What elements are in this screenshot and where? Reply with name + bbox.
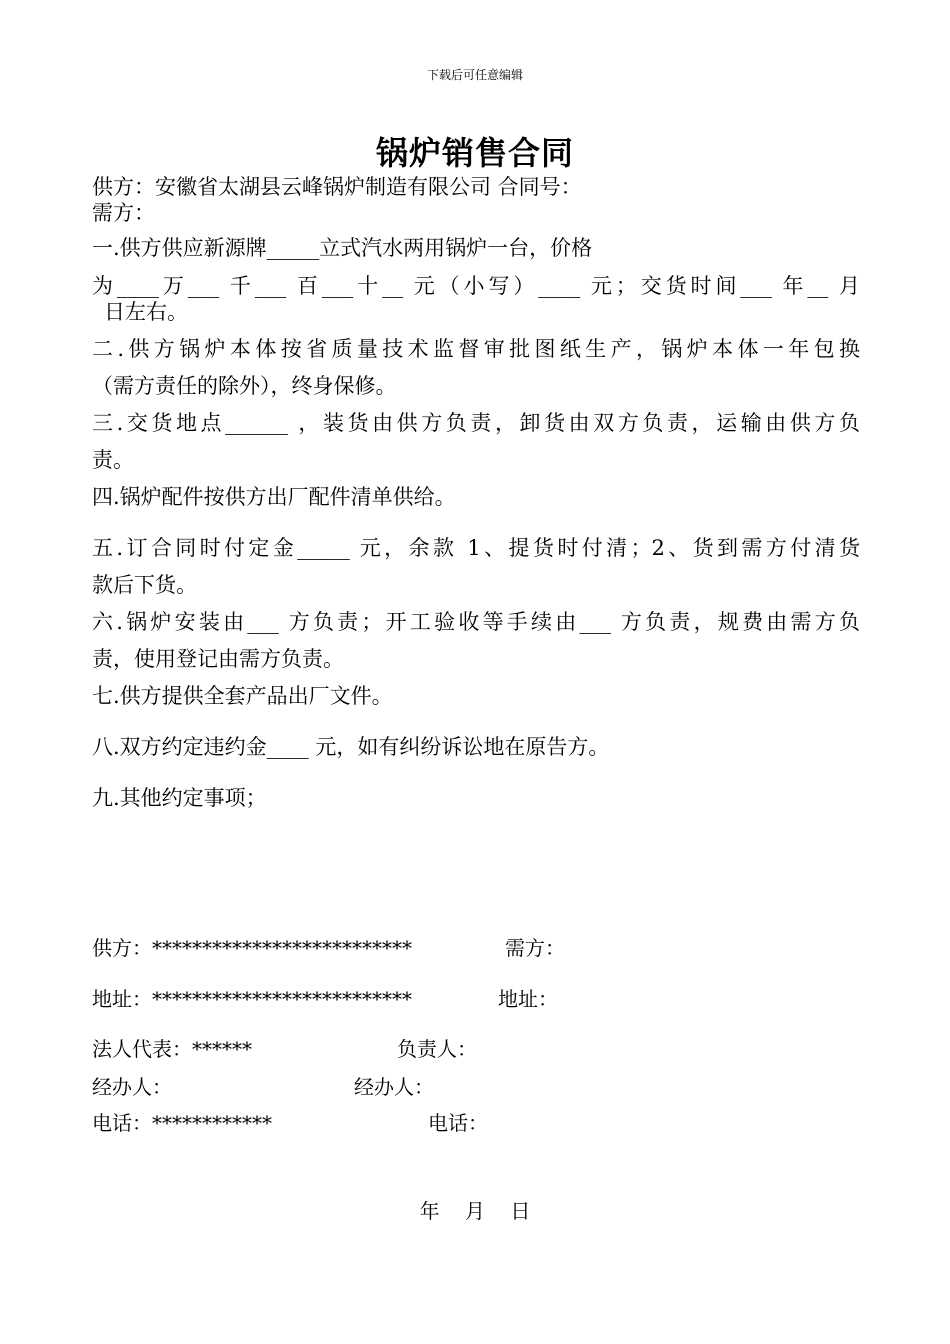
buyer-line: 需方：	[92, 201, 155, 225]
signing-date: 年 月 日	[419, 1199, 531, 1223]
supplier-address: 地址：**************************	[92, 987, 412, 1011]
handler-left: 经办人：	[92, 1075, 172, 1099]
clause-5-line-1: 五.订合同时付定金_____ 元，余款 1、提货时付清；2、货到需方付清货	[92, 536, 860, 560]
clause-2-line-2: （需方责任的除外），终身保修。	[92, 374, 397, 398]
clause-8: 八.双方约定违约金____ 元，如有纠纷诉讼地在原告方。	[92, 735, 610, 759]
clause-2-line-1: 二.供方锅炉本体按省质量技术监督审批图纸生产，锅炉本体一年包换	[92, 337, 860, 361]
supplier-line: 供方：安徽省太湖县云峰锅炉制造有限公司 合同号：	[92, 175, 582, 199]
clause-1-line-3: 日左右。	[104, 300, 188, 324]
clause-3-line-2: 责。	[92, 448, 134, 472]
clause-1-line-2: 为____万___ 千___ 百___十__ 元（小写）____ 元；交货时间___ 年__ 月	[92, 274, 860, 298]
contract-title: 锅炉销售合同	[375, 134, 574, 172]
clause-5-line-2: 款后下货。	[92, 573, 197, 597]
clause-4: 四.锅炉配件按供方出厂配件清单供给。	[92, 485, 456, 509]
person-in-charge: 负责人：	[397, 1037, 477, 1061]
phone-left: 电话：************	[92, 1111, 272, 1135]
clause-6-line-2: 责，使用登记由需方负责。	[92, 647, 344, 671]
legal-representative: 法人代表：******	[92, 1037, 252, 1061]
clause-7: 七.供方提供全套产品出厂文件。	[92, 684, 393, 708]
signature-buyer: 需方：	[505, 936, 565, 960]
buyer-address: 地址：	[498, 987, 558, 1011]
handler-right: 经办人：	[354, 1075, 434, 1099]
clause-1-line-1: 一.供方供应新源牌_____立式汽水两用锅炉一台，价格	[92, 236, 593, 260]
phone-right: 电话：	[428, 1111, 488, 1135]
clause-6-line-1: 六.锅炉安装由___ 方负责；开工验收等手续由___ 方负责，规费由需方负	[92, 610, 860, 634]
clause-3-line-1: 三.交货地点______ ，装货由供方负责，卸货由双方负责，运输由供方负	[92, 411, 860, 435]
signature-supplier: 供方：**************************	[92, 936, 412, 960]
editable-note-header: 下载后可任意编辑	[426, 68, 523, 82]
clause-9: 九.其他约定事项；	[92, 786, 267, 810]
